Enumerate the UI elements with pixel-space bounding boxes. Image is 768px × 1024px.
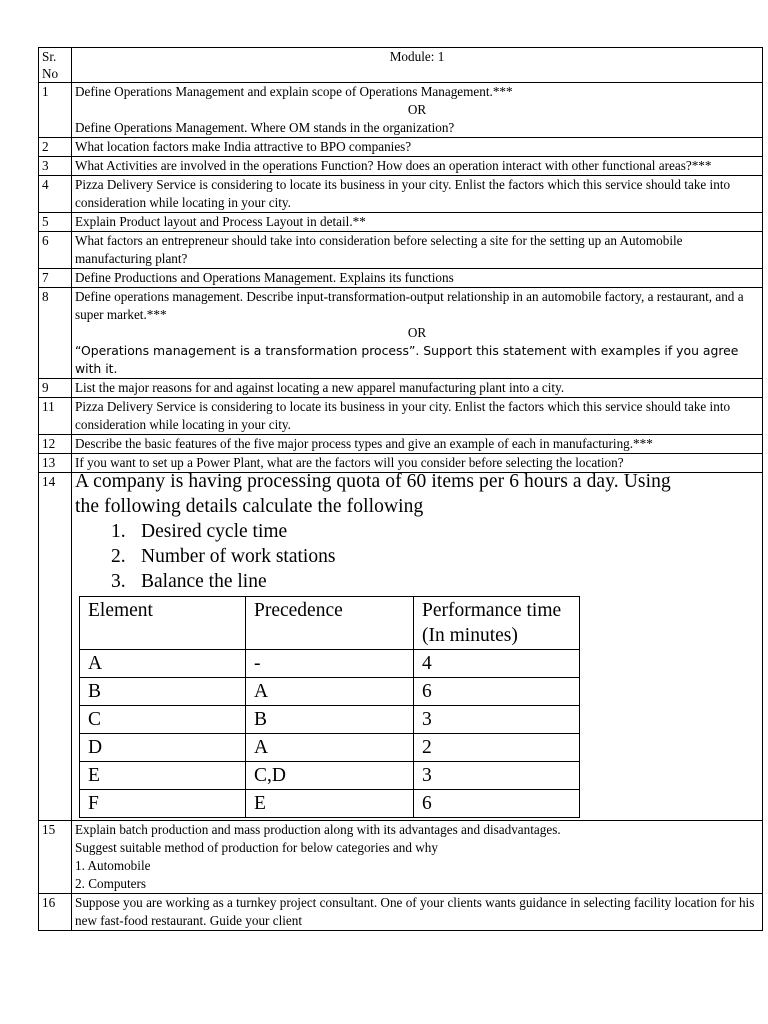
line-balancing-problem	[75, 473, 759, 819]
problem-intro-line-1: A company is having processing quota of 60 items per 6 hours a day. Using	[75, 472, 671, 492]
element-cell: D	[80, 734, 246, 762]
question-text: What location factors make India attractive to BPO companies?	[72, 138, 763, 157]
question-text	[72, 288, 763, 379]
element-cell: F	[80, 790, 246, 818]
task-text: Number of work stations	[141, 546, 336, 567]
question-number: 13	[39, 454, 72, 473]
question-number: 12	[39, 435, 72, 454]
question-text: Pizza Delivery Service is considering to locate its business in your city. Enlist the factors which this service should take into consideration while locating in your city.	[72, 176, 763, 213]
element-cell: E	[80, 762, 246, 790]
question-line: Define operations management. Describe input-transformation-output relationship in an automobile factory, a restaurant, and a super market.***	[75, 289, 744, 322]
task-number: 1.	[111, 521, 126, 542]
question-text: Pizza Delivery Service is considering to locate its business in your city. Enlist the factors which this service should take into consideration while locating in your city.	[72, 398, 763, 435]
category-item: 2. Computers	[75, 876, 147, 891]
question-row	[39, 157, 763, 176]
question-row	[39, 821, 763, 894]
question-bank-page	[38, 47, 768, 931]
precedence-row	[80, 650, 580, 678]
question-text: Describe the basic features of the five major process types and give an example of each in manufacturing.***	[72, 435, 763, 454]
question-number: 6	[39, 232, 72, 269]
question-number: 1	[39, 83, 72, 138]
precedence-cell: C,D	[246, 762, 414, 790]
precedence-row	[80, 762, 580, 790]
or-separator: OR	[407, 325, 427, 340]
task-text: Desired cycle time	[141, 521, 288, 542]
precedence-row	[80, 734, 580, 762]
module-title: Module: 1	[72, 48, 763, 83]
questions-table	[38, 47, 763, 931]
question-row-14	[39, 473, 763, 821]
time-cell: 6	[414, 678, 580, 706]
element-cell: B	[80, 678, 246, 706]
question-text: List the major reasons for and against locating a new apparel manufacturing plant into a city.	[72, 379, 763, 398]
precedence-header-row	[80, 597, 580, 650]
question-row	[39, 398, 763, 435]
question-text: What factors an entrepreneur should take into consideration before selecting a site for the setting up an Automobile manufacturing plant?	[72, 232, 763, 269]
question-row	[39, 83, 763, 138]
task-number: 3.	[111, 571, 126, 592]
question-row	[39, 454, 763, 473]
question-number: 5	[39, 213, 72, 232]
element-cell: C	[80, 706, 246, 734]
precedence-row	[80, 678, 580, 706]
category-item: 1. Automobile	[75, 858, 151, 873]
precedence-row	[80, 706, 580, 734]
question-number: 11	[39, 398, 72, 435]
question-number: 16	[39, 894, 72, 931]
question-number: 9	[39, 379, 72, 398]
question-row	[39, 232, 763, 269]
precedence-table	[79, 596, 580, 818]
precedence-cell: A	[246, 734, 414, 762]
question-row	[39, 894, 763, 931]
task-item	[111, 569, 759, 594]
question-alt-line: Define Operations Management. Where OM stands in the organization?	[75, 120, 455, 135]
element-header: Element	[80, 597, 246, 650]
question-text: What Activities are involved in the operations Function? How does an operation interact with other functional areas?***	[72, 157, 763, 176]
task-item	[111, 519, 759, 544]
performance-time-header: Performance time (In minutes)	[414, 597, 580, 650]
question-text: Explain Product layout and Process Layout in detail.**	[72, 213, 763, 232]
question-text: Suppose you are working as a turnkey project consultant. One of your clients wants guidance in selecting facility location for his new fast-food restaurant. Guide your client	[72, 894, 763, 931]
question-line: Explain batch production and mass production along with its advantages and disadvantages.	[75, 822, 561, 837]
precedence-header: Precedence	[246, 597, 414, 650]
question-number: 7	[39, 269, 72, 288]
task-number: 2.	[111, 546, 126, 567]
or-separator: OR	[407, 102, 427, 117]
time-cell: 2	[414, 734, 580, 762]
task-text: Balance the line	[141, 571, 267, 592]
task-list	[75, 519, 759, 594]
question-text: Define Productions and Operations Management. Explains its functions	[72, 269, 763, 288]
question-row	[39, 176, 763, 213]
element-cell: A	[80, 650, 246, 678]
precedence-cell: -	[246, 650, 414, 678]
problem-intro-line-2: the following details calculate the following	[75, 496, 424, 517]
question-text: If you want to set up a Power Plant, what are the factors will you consider before selecting the location?	[72, 454, 763, 473]
header-row	[39, 48, 763, 83]
question-row	[39, 288, 763, 379]
question-row	[39, 213, 763, 232]
precedence-row	[80, 790, 580, 818]
question-row	[39, 435, 763, 454]
time-cell: 3	[414, 762, 580, 790]
question-row	[39, 269, 763, 288]
question-14-content	[72, 473, 763, 821]
precedence-cell: B	[246, 706, 414, 734]
sr-no-header: Sr. No	[39, 48, 72, 83]
precedence-cell: A	[246, 678, 414, 706]
task-item	[111, 544, 759, 569]
question-alt-line: “Operations management is a transformation process”. Support this statement with examples if you agree with it.	[75, 343, 739, 376]
question-row	[39, 138, 763, 157]
time-cell: 3	[414, 706, 580, 734]
question-line: Suggest suitable method of production for below categories and why	[75, 840, 438, 855]
question-text	[72, 821, 763, 894]
question-number: 2	[39, 138, 72, 157]
question-number: 14	[39, 473, 72, 821]
question-text	[72, 83, 763, 138]
precedence-cell: E	[246, 790, 414, 818]
question-line: Define Operations Management and explain scope of Operations Management.***	[75, 84, 513, 99]
question-number: 4	[39, 176, 72, 213]
question-number: 8	[39, 288, 72, 379]
question-number: 3	[39, 157, 72, 176]
time-cell: 6	[414, 790, 580, 818]
time-cell: 4	[414, 650, 580, 678]
question-number: 15	[39, 821, 72, 894]
question-row	[39, 379, 763, 398]
